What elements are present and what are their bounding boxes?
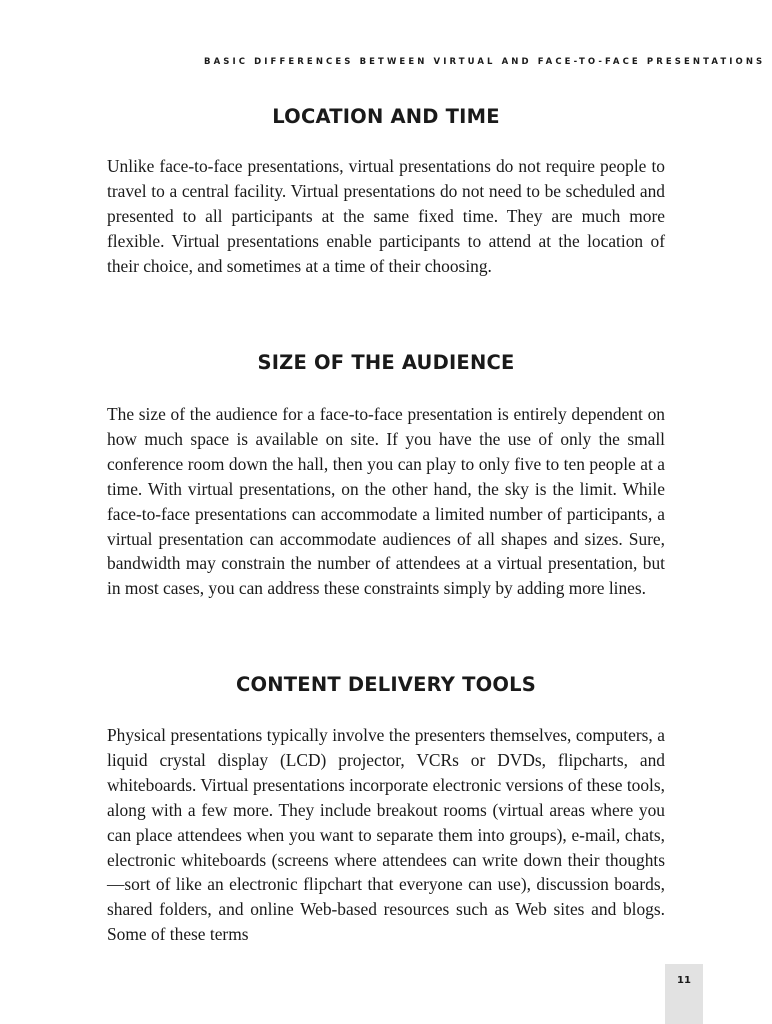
section-size-of-the-audience	[107, 351, 665, 601]
section-paragraph: Physical presentations typically involve the presenters themselves, computers, a liquid crystal display (LCD) projector, VCRs or DVDs, flipcharts, and whiteboards. Virtual presentations incorporate electronic versions of these tools, along with a few more. They include breakout rooms (virtual areas where you can place attendees when you want to separate them into groups), e-mail, chats, electronic whiteboards (screens where attendees can write down their thoughts—sort of like an electronic flipchart that everyone can use), discussion boards, shared folders, and online Web-based resources such as Web sites and blogs. Some of these terms	[107, 725, 665, 945]
section-heading: SIZE OF THE AUDIENCE	[257, 351, 515, 374]
section-content-delivery-tools	[107, 673, 665, 947]
running-head: BASIC DIFFERENCES BETWEEN VIRTUAL AND FACE-TO-FACE PRESENTATIONS	[204, 57, 766, 67]
section-paragraph: Unlike face-to-face presentations, virtual presentations do not require people to travel to a central facility. Virtual presentations do not need to be scheduled and presented to all participants at the same fixed time. They are much more flexible. Virtual presentations enable participants to attend at the location of their choice, and sometimes at a time of their choosing.	[107, 156, 665, 276]
section-heading: LOCATION AND TIME	[272, 105, 500, 128]
page-number-tab	[665, 964, 703, 1024]
section-heading: CONTENT DELIVERY TOOLS	[235, 673, 537, 696]
section-location-and-time	[107, 105, 665, 279]
section-paragraph: The size of the audience for a face-to-face presentation is entirely dependent on how much space is available on site. If you have the use of only the small conference room down the hall, then you can play to only five to ten people at a time. With virtual presentations, on the other hand, the sky is the limit. While face-to-face presentations can accommodate a limited number of participants, a virtual presentation can accommodate audiences of all shapes and sizes. Sure, bandwidth may constrain the number of attendees at a virtual presentation, but in most cases, you can address these constraints simply by adding more lines.	[107, 404, 665, 599]
page-number: 11	[677, 975, 691, 986]
